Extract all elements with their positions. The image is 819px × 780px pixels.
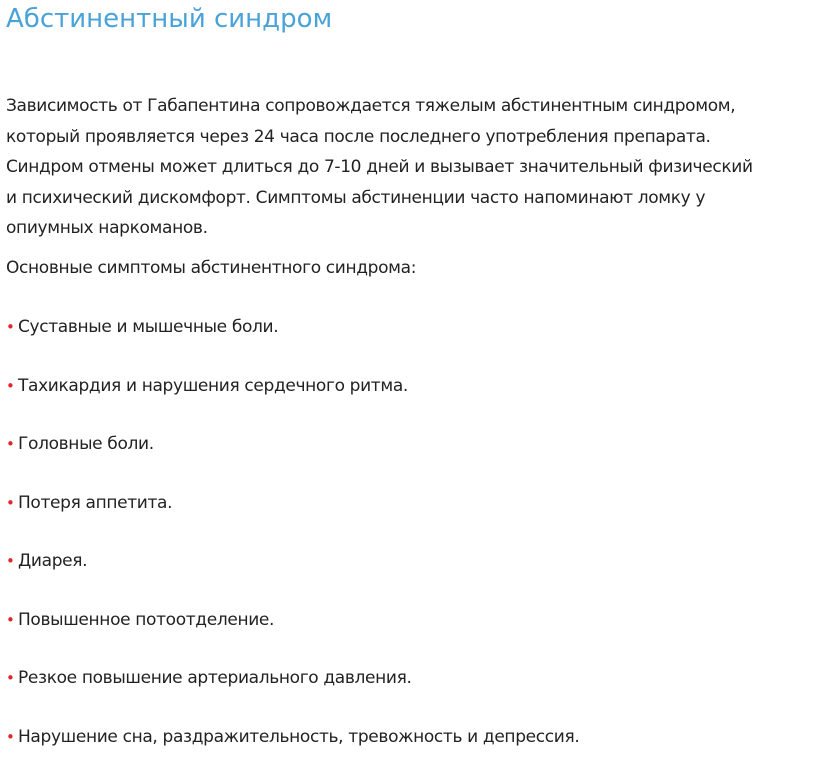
bullet-icon: • <box>6 663 18 693</box>
symptom-text: Тахикардия и нарушения сердечного ритма. <box>18 371 408 401</box>
bullet-icon: • <box>6 546 18 576</box>
list-item <box>6 312 579 371</box>
symptom-text: Потеря аппетита. <box>18 488 172 518</box>
symptom-text: Головные боли. <box>18 429 154 459</box>
intro-line: Синдром отмены может длиться до 7-10 дней и вызывает значительный физический <box>6 152 816 183</box>
intro-line: и психический дискомфорт. Симптомы абстиненции часто напоминают ломку у <box>6 183 816 214</box>
symptoms-lead-text: Основные симптомы абстинентного синдрома: <box>6 253 416 283</box>
symptom-text: Повышенное потоотделение. <box>18 605 274 635</box>
symptom-text: Диарея. <box>18 546 87 576</box>
bullet-icon: • <box>6 605 18 635</box>
bullet-icon: • <box>6 429 18 459</box>
section-heading: Абстинентный синдром <box>6 2 332 36</box>
list-item <box>6 605 579 664</box>
list-item <box>6 663 579 722</box>
intro-line: Зависимость от Габапентина сопровождается тяжелым абстинентным синдромом, <box>6 91 816 122</box>
bullet-icon: • <box>6 722 18 752</box>
symptom-text: Суставные и мышечные боли. <box>18 312 278 342</box>
list-item <box>6 722 579 780</box>
intro-paragraph <box>6 91 816 244</box>
intro-line: который проявляется через 24 часа после последнего употребления препарата. <box>6 122 816 153</box>
symptom-text: Нарушение сна, раздражительность, тревожность и депрессия. <box>18 722 579 752</box>
symptoms-list <box>6 312 579 780</box>
bullet-icon: • <box>6 312 18 342</box>
list-item <box>6 371 579 430</box>
list-item <box>6 546 579 605</box>
bullet-icon: • <box>6 371 18 401</box>
intro-line: опиумных наркоманов. <box>6 213 816 244</box>
bullet-icon: • <box>6 488 18 518</box>
list-item <box>6 429 579 488</box>
symptom-text: Резкое повышение артериального давления. <box>18 663 412 693</box>
list-item <box>6 488 579 547</box>
